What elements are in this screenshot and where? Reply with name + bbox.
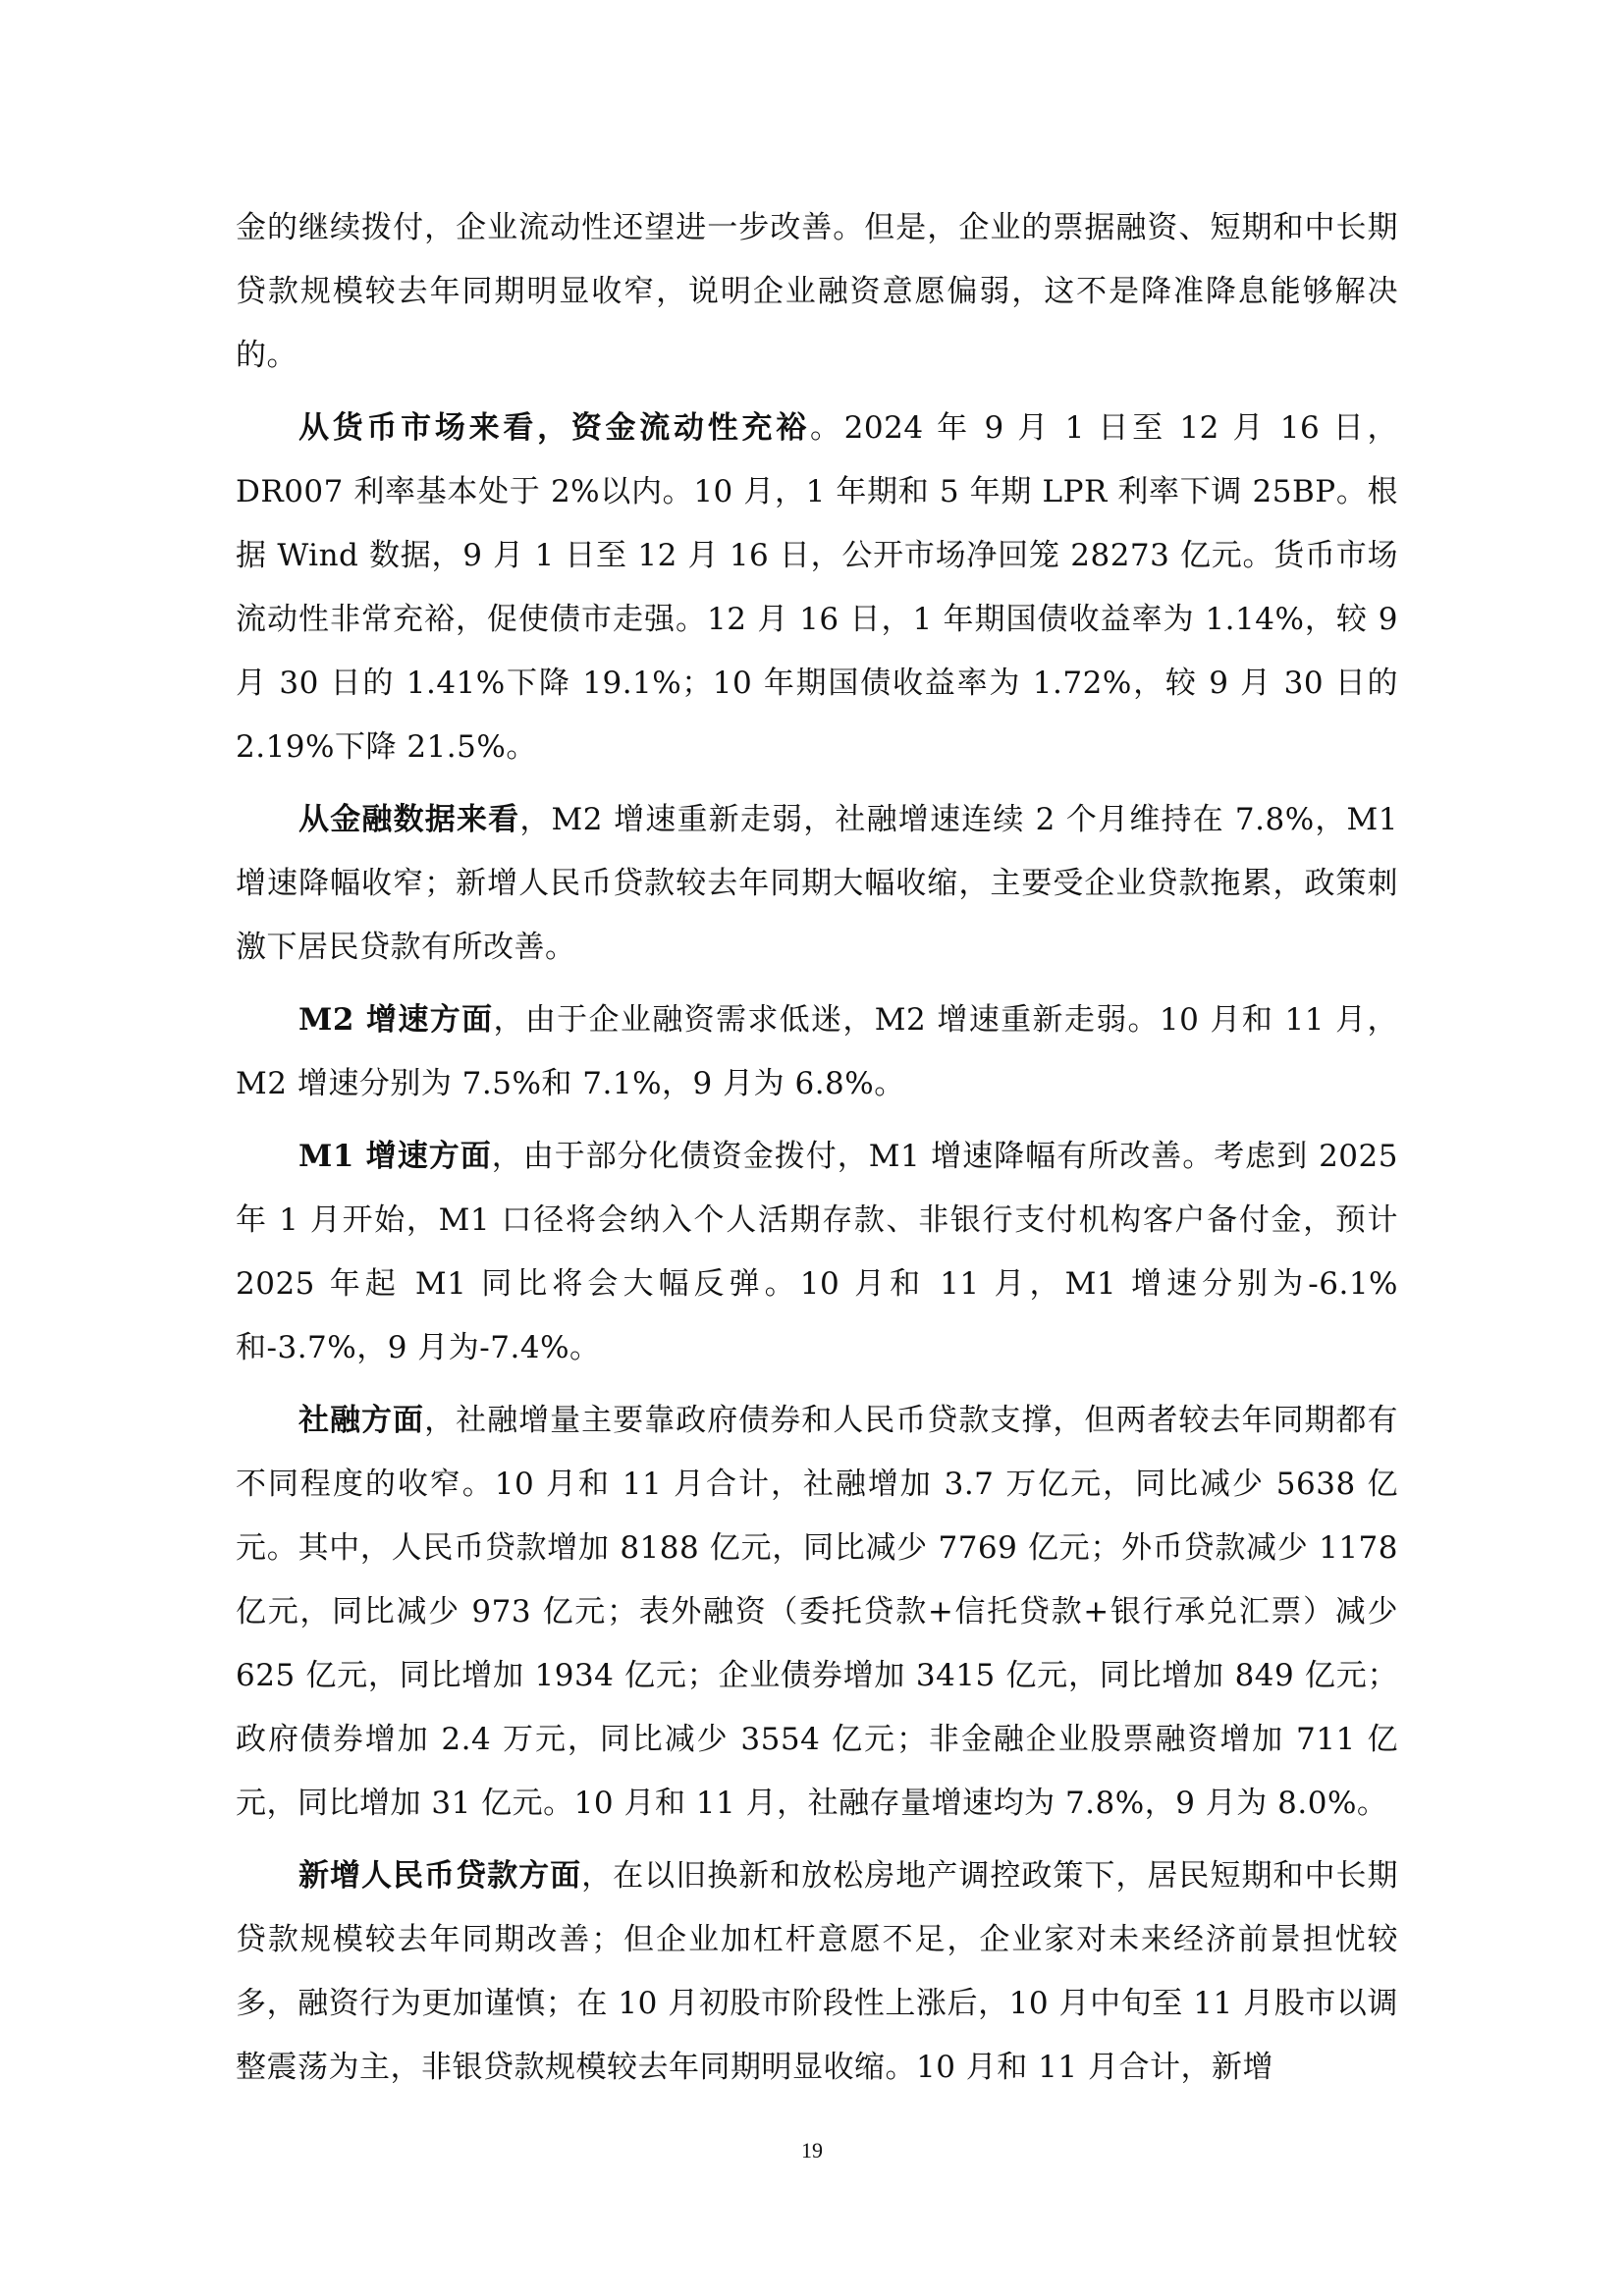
paragraph-text: 。2024 年 9 月 1 日至 12 月 16 日，DR007 利率基本处于 2%以内。10 月，1 年期和 5 年期 LPR 利率下调 25BP。根据 Wind 数据，9 月 1 日至 12 月 16 日，公开市场净回笼 28273 亿元。货币市场流动性非常充裕，促使债市走强。12 月 16 日，1 年期国债收益率为 1.14%，较 9 月 30 日的 1.41%下降 19.1%；10 年期国债收益率为 1.72%，较 9 月 30 日的 2.19%下降 21.5%。: [236, 410, 1399, 765]
paragraph-heading: 新增人民币贷款方面: [298, 1858, 582, 1894]
paragraph-text: ，社融增量主要靠政府债券和人民币贷款支撑，但两者较去年同期都有不同程度的收窄。10 月和 11 月合计，社融增加 3.7 万亿元，同比减少 5638 亿元。其中，人民币贷款增加 8188 亿元，同比减少 7769 亿元；外币贷款减少 1178 亿元，同比减少 973 亿元；表外融资（委托贷款+信托贷款+银行承兑汇票）减少 625 亿元，同比增加 1934 亿元；企业债券增加 3415 亿元，同比增加 849 亿元；政府债券增加 2.4 万元，同比减少 3554 亿元；非金融企业股票融资增加 711 亿元，同比增加 31 亿元。10 月和 11 月，社融存量增速均为 7.8%，9 月为 8.0%。: [236, 1403, 1399, 1821]
paragraph-heading: 社融方面: [298, 1403, 425, 1438]
paragraph-continuation: [236, 196, 1398, 388]
paragraph-text: 金的继续拨付，企业流动性还望进一步改善。但是，企业的票据融资、短期和中长期贷款规模较去年同期明显收窄，说明企业融资意愿偏弱，这不是降准降息能够解决的。: [236, 210, 1398, 373]
page-number: 19: [801, 2138, 823, 2163]
paragraph-m2: [236, 988, 1398, 1116]
paragraph-text: ，M2 增速重新走弱，社融增速连续 2 个月维持在 7.8%，M1 增速降幅收窄；新增人民币贷款较去年同期大幅收缩，主要受企业贷款拖累，政策刺激下居民贷款有所改善。: [236, 802, 1399, 965]
paragraph-social-financing: [236, 1389, 1398, 1836]
paragraph-m1: [236, 1125, 1398, 1380]
paragraph-financial-data: [236, 788, 1398, 980]
paragraph-new-loans: [236, 1844, 1398, 2100]
paragraph-text: ，在以旧换新和放松房地产调控政策下，居民短期和中长期贷款规模较去年同期改善；但企业加杠杆意愿不足，企业家对未来经济前景担忧较多，融资行为更加谨慎；在 10 月初股市阶段性上涨后，10 月中旬至 11 月股市以调整震荡为主，非银贷款规模较去年同期明显收缩。10 月和 11 月合计，新增: [236, 1858, 1399, 2085]
paragraph-money-market: [236, 397, 1398, 779]
body-text: [236, 196, 1398, 2109]
paragraph-heading: M1 增速方面: [298, 1139, 492, 1174]
paragraph-text: ，由于部分化债资金拨付，M1 增速降幅有所改善。考虑到 2025 年 1 月开始，M1 口径将会纳入个人活期存款、非银行支付机构客户备付金，预计 2025 年起 M1 同比将会大幅反弹。10 月和 11 月，M1 增速分别为-6.1%和-3.7%，9 月为-7.4%。: [236, 1139, 1398, 1365]
paragraph-heading: 从金融数据来看: [298, 802, 520, 837]
paragraph-text: ，由于企业融资需求低迷，M2 增速重新走弱。10 月和 11 月，M2 增速分别为 7.5%和 7.1%，9 月为 6.8%。: [236, 1002, 1398, 1101]
paragraph-heading: M2 增速方面: [298, 1002, 494, 1038]
paragraph-heading: 从货币市场来看，资金流动性充裕: [298, 410, 810, 446]
